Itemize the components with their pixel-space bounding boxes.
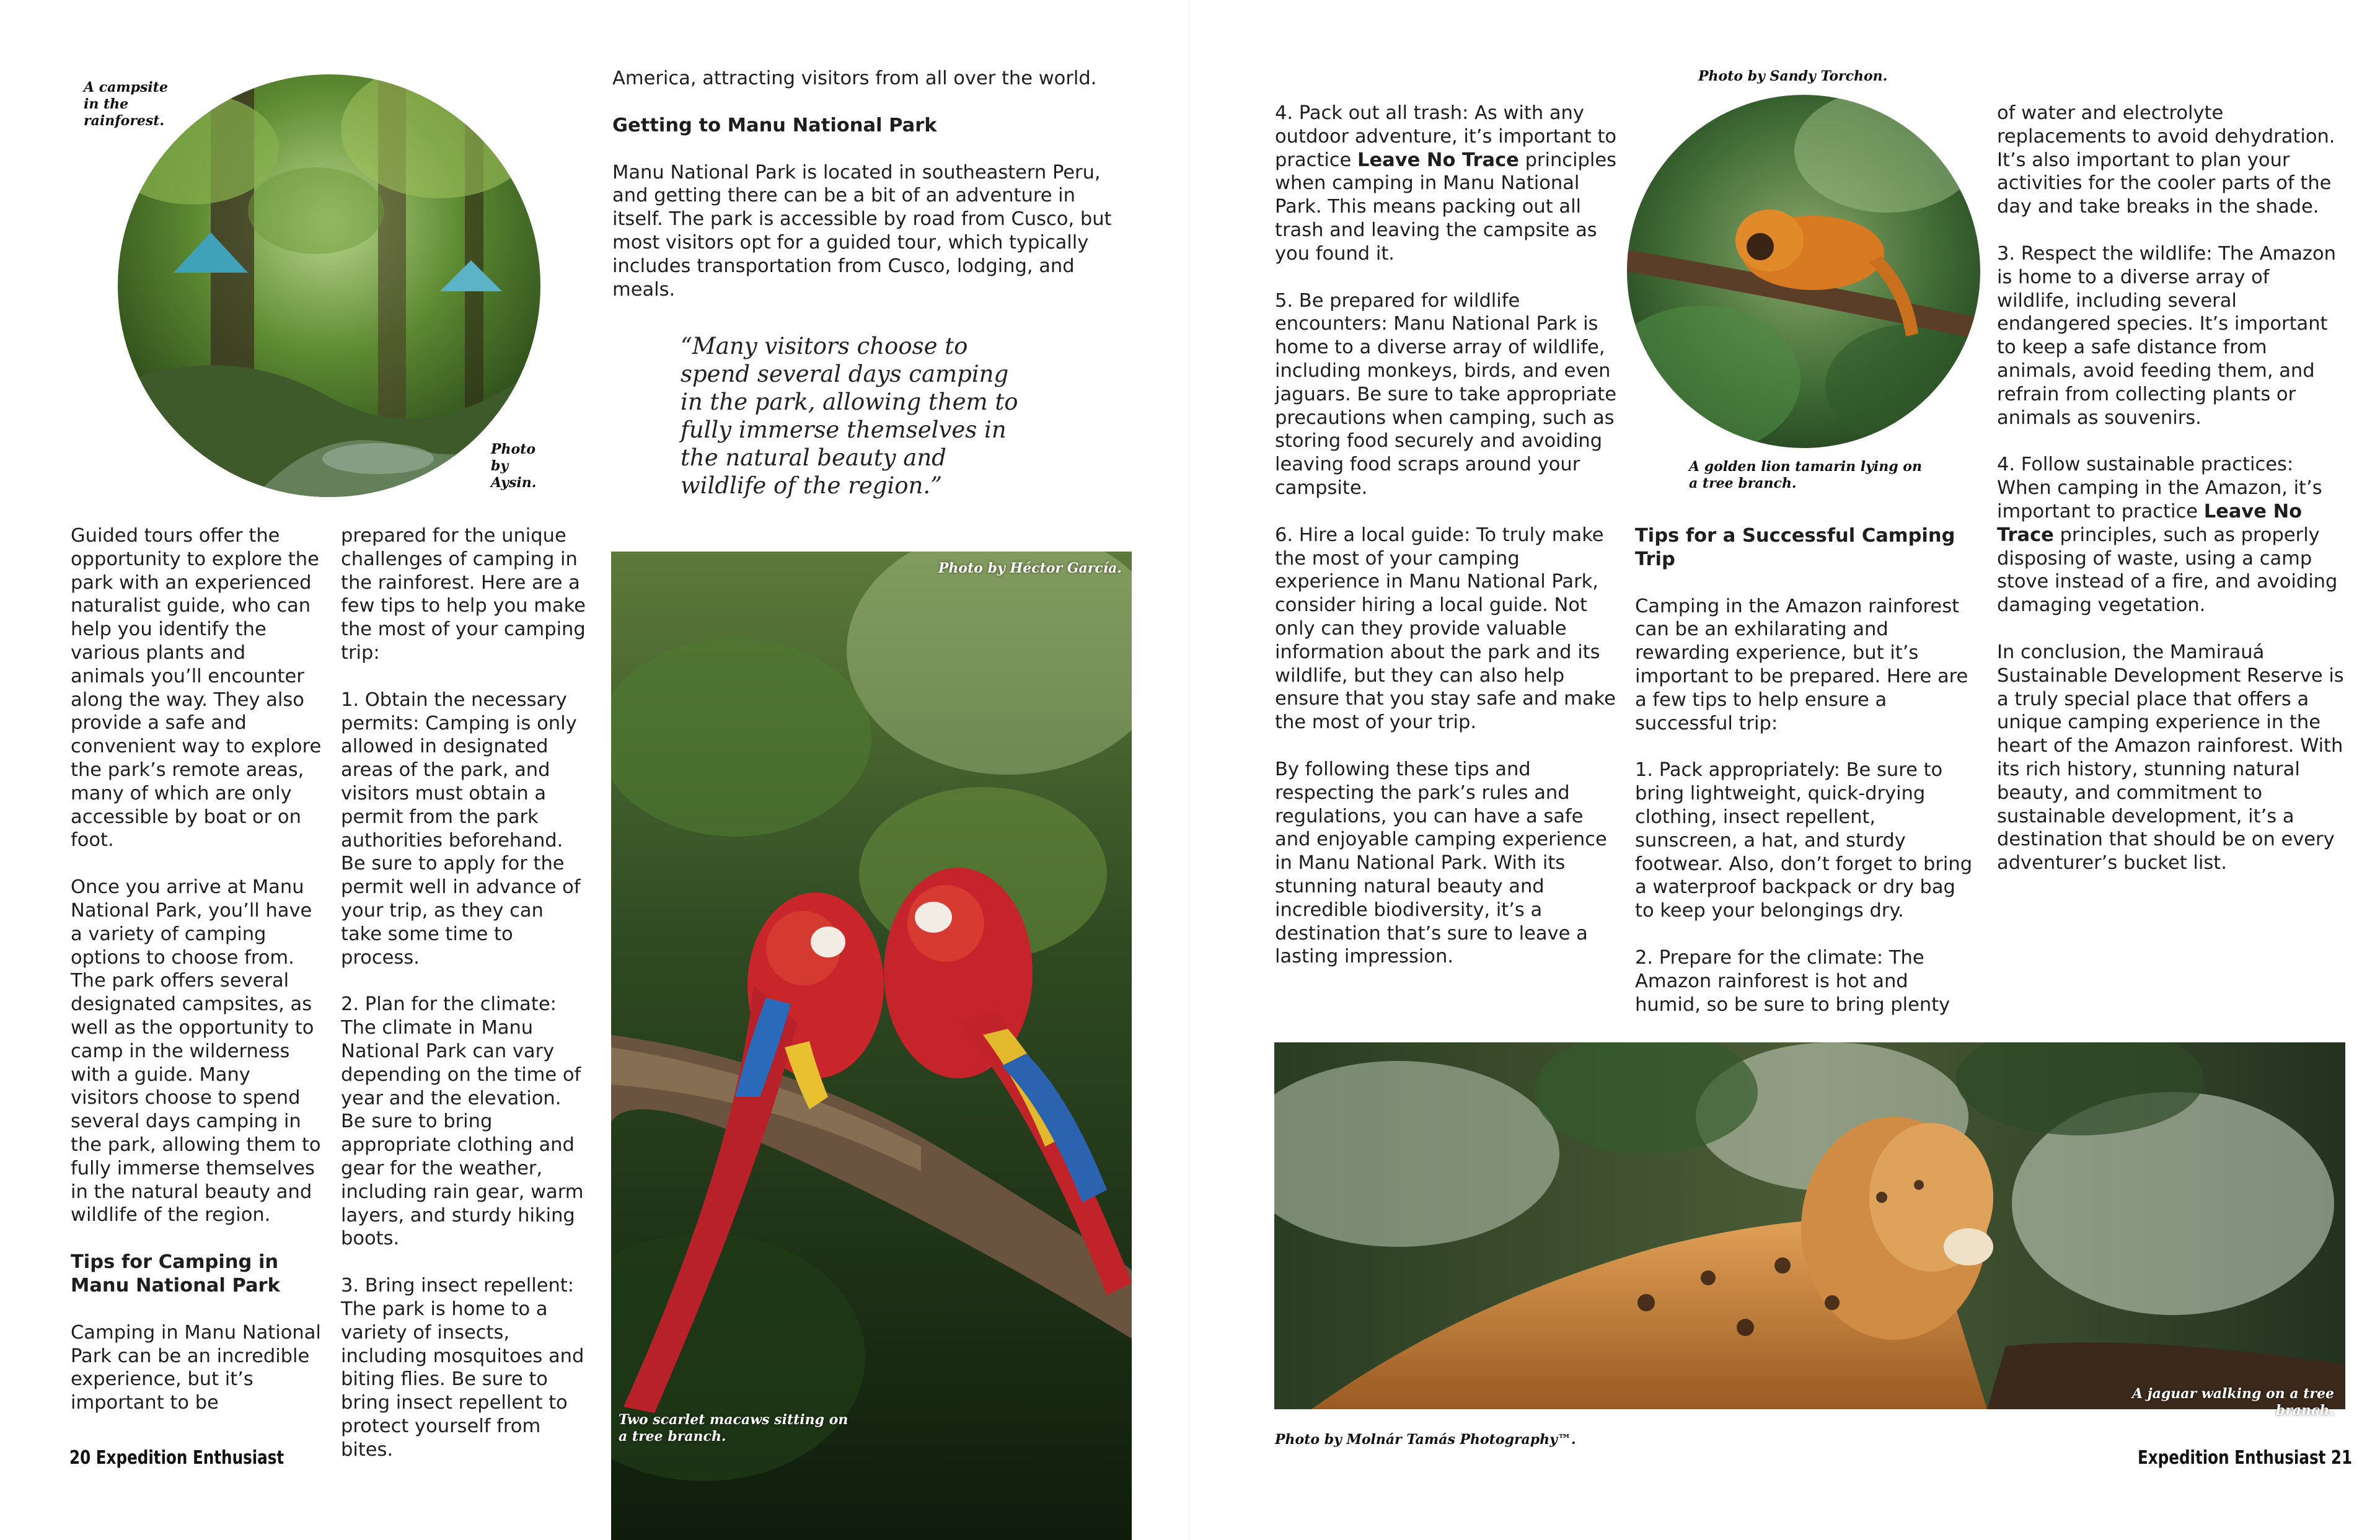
right-column-2 (1635, 524, 1979, 1016)
section-heading: Tips for Camping in Manu National Park (71, 1251, 280, 1296)
right-column-3 (1997, 102, 2344, 875)
body-paragraph: Once you arrive at Manu National Park, you’ll have a variety of camping options to choose from. The park offers several designated campsites, as well as the opportunity to camp in the wilderness with a guide. Many visitors choose to spend several days camping in the park, allowing them to fully immerse themselves in the natural beauty and wildlife of the region. (71, 876, 321, 1226)
campsite-photo (118, 74, 540, 497)
body-paragraph: 2. Prepare for the climate: The Amazon rainforest is hot and humid, so be sure to bring plenty (1635, 946, 1950, 1016)
macaw-photo (611, 552, 1132, 1540)
emphasis: Leave No Trace (1997, 500, 2303, 546)
body-paragraph: 6. Hire a local guide: To truly make the most of your camping experience in Manu National Park, consider hiring a local guide. Not only can they provide valuable information about the park and its wildlife, but they can also help ensure that you stay safe and make the most of your trip. (1275, 524, 1616, 734)
pull-quote: “Many visitors choose to spend several days camping in the park, allowing them to fully immerse themselves in the natural beauty and wildlife of the region.” (681, 333, 1018, 499)
body-paragraph: Guided tours offer the opportunity to explore the park with an experienced naturalist guide, who can help you identify the various plants and animals you’ll encounter along the way. They also provide a safe and convenient way to explore the park’s remote areas, many of which are only accessible by boat or on foot. (71, 525, 322, 851)
body-paragraph (1997, 453, 2344, 617)
body-paragraph: 2. Plan for the climate: The climate in Manu National Park can vary depending on the time of year and the elevation. Be sure to bring appropriate clothing and gear for the weather, including rain gear, warm layers, and sturdy hiking boots. (341, 993, 584, 1250)
tamarin-photo (1627, 95, 1980, 448)
tamarin-credit: Photo by Sandy Torchon. (1698, 68, 1888, 84)
body-paragraph: By following these tips and respecting the park’s rules and regulations, you can have a safe and enjoyable camping experience in Manu National Park. With its stunning natural beauty and incredible biodiversity, it’s a destination that’s sure to leave a lasting impression. (1275, 758, 1607, 968)
jaguar-photo (1274, 1042, 2345, 1409)
body-paragraph: 3. Bring insect repellent: The park is home to a variety of insects, including mosquitoes and biting flies. Be sure to bring insect repellent to protect yourself from bites. (341, 1275, 584, 1461)
jaguar-credit: Photo by Molnár Tamás Photography™. (1275, 1432, 1576, 1448)
campsite-credit: Photo by Aysin. (491, 441, 537, 491)
left-column-1 (71, 524, 324, 1415)
body-paragraph: 1. Obtain the necessary permits: Camping is only allowed in designated areas of the park, and visitors must obtain a permit from the park authorities beforehand. Be sure to apply for the permit well in advance of your trip, as they can take some time to process. (341, 689, 581, 969)
body-paragraph: Camping in Manu National Park can be an incredible experience, but it’s important to be (71, 1321, 321, 1414)
text-run: principles when camping in Manu National Park. This means packing out all trash and leaving the campsite as you found it. (1275, 149, 1617, 265)
campsite-caption: A campsite in the rainforest. (84, 79, 168, 129)
body-paragraph (1275, 102, 1622, 266)
jaguar-caption: A jaguar walking on a tree branch. (2131, 1386, 2334, 1419)
body-paragraph: In conclusion, the Mamirauá Sustainable Development Reserve is a truly special place that offers a unique camping experience in the heart of the Amazon rainforest. With its rich history, stunning natural beauty, and commitment to sustainable development, it’s a destination that should be on every adventurer’s bucket list. (1997, 641, 2344, 874)
body-paragraph: America, attracting visitors from all over the world. (612, 68, 1097, 89)
text-run: 4. Pack out all trash: As with any outdoor adventure, it’s important to practice (1275, 102, 1617, 171)
left-column-3 (612, 67, 1127, 301)
body-paragraph: prepared for the unique challenges of camping in the rainforest. Here are a few tips to help you make the most of your camping trip: (341, 525, 586, 664)
macaw-caption: Two scarlet macaws sitting on a tree branch. (619, 1412, 848, 1445)
section-heading: Tips for a Successful Camping Trip (1635, 525, 1955, 570)
right-column-1 (1275, 102, 1622, 969)
body-paragraph: 5. Be prepared for wildlife encounters: Manu National Park is home to a diverse array of wildlife, including monkeys, birds, and even jaguars. Be sure to take appropriate precautions when camping, such as storing food securely and avoiding leaving food scraps around your campsite. (1275, 289, 1617, 499)
page-footer-left: 20 Expedition Enthusiast (69, 1447, 284, 1469)
body-paragraph: of water and electrolyte replacements to avoid dehydration. It’s also important to plan your activities for the cooler parts of the day and take breaks in the shade. (1997, 102, 2335, 218)
macaw-credit: Photo by Héctor García. (938, 560, 1122, 576)
body-paragraph: Camping in the Amazon rainforest can be an exhilarating and rewarding experience, but it’s important to be prepared. Here are a few tips to help ensure a successful trip: (1635, 595, 1968, 734)
tamarin-caption: A golden lion tamarin lying on a tree branch. (1689, 459, 1922, 491)
body-paragraph: 1. Pack appropriately: Be sure to bring lightweight, quick-drying clothing, insect repellent, sunscreen, a hat, and sturdy footwear. Also, don’t forget to bring a waterproof backpack or dry bag to keep your belongings dry. (1635, 759, 1973, 922)
body-paragraph: Manu National Park is located in southeastern Peru, and getting there can be a bit of an adventure in itself. The park is accessible by road from Cusco, but most visitors opt for a guided tour, which typically includes transportation from Cusco, lodging, and meals. (612, 161, 1112, 301)
page-footer-right: Expedition Enthusiast 21 (2137, 1447, 2352, 1469)
section-heading: Getting to Manu National Park (612, 114, 937, 136)
text-run: principles, such as properly disposing of waste, using a camp stove instead of a fire, and avoiding damaging vegetation. (1997, 524, 2338, 617)
right-page (1190, 0, 2380, 1540)
text-run: 4. Follow sustainable practices: When camping in the Amazon, it’s important to practice (1997, 454, 2322, 522)
left-column-2 (341, 524, 589, 1461)
emphasis: Leave No Trace (1357, 149, 1519, 171)
body-paragraph: 3. Respect the wildlife: The Amazon is home to a diverse array of wildlife, including several endangered species. It’s important to keep a safe distance from animals, avoid feeding them, and refrain from collecting plants or animals as souvenirs. (1997, 242, 2336, 429)
